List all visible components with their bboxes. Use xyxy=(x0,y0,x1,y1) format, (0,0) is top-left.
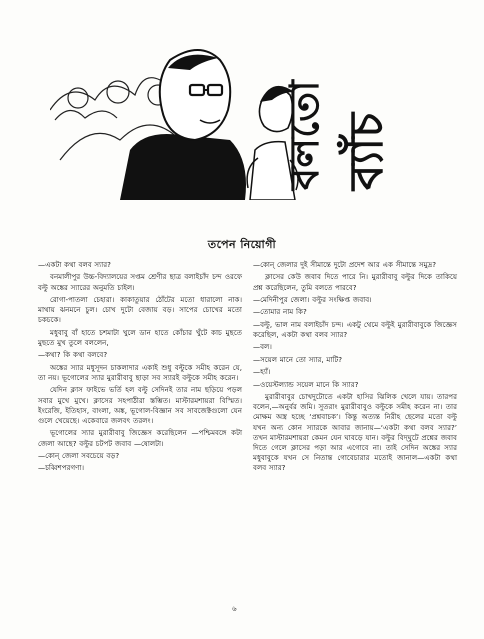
paragraph: —তোমার নাম কি? xyxy=(253,307,307,317)
paragraph: —মেদিনীপুর জেলা। বল্টুর সংক্ষিপ্ত জবাব। xyxy=(253,294,372,304)
paragraph: —একটা কথা বলব স্যার? xyxy=(38,260,111,269)
author-byline: তপেন নিয়োগী xyxy=(207,238,277,251)
paragraph: রোগা-পাতলা চেহারা। কাকাতুয়ার ঠোঁটের মতো ধারালো নাক। মাথায় ঝনমনে চুল। চোখ দুটো বেজায় বড়। সাপের চোখের মতো চকচকে। xyxy=(38,294,242,325)
page-number: ৬ xyxy=(232,605,237,613)
paragraph: মুরারীবাবুর চোখদুটোতে একটা হাসির ঝিলিক খেলে যায়। তারপর বলেন,—অনুর্বর জমি। সুতরাং মুরারীবাবুও বল্টুকে সমীহ করেন না। তার মোক্ষম অস্ত্র হচ্ছে ‘প্রশ্নবাচক’। কিন্তু অত্যন্ত নিরীহ ছেলের মতো বল্টু যখন অন্য কোন স্যারকে আবার জানায়—‘একটা কথা বলব স্যার?’ তখন মাস্টারমশায়রা কেমন যেন ঘাবড়ে যান। বল্টুর বিদ্‌ঘুটে প্রশ্নের জবাব দিতে গেলে ক্লাসের পড়া আর এগোবে না। তাই সেদিন অঙ্কের স্যার মধুবাবুকে যখন সে নিতান্ত গোবেচারার মতোই জানাল—একটা কথা বলব স্যার? xyxy=(253,391,457,473)
paragraph: অঙ্কের স্যার মধুসূদন চাকলাদার একাই শুধু বল্টুকে সমীহ করেন যে, তা নয়। ভূগোলের স্যার মুরারীবাবু ছাড়া সব স্যারই বল্টুকে সমীহ করেন। xyxy=(38,362,242,382)
paragraph: —চব্বিশপরগণা। xyxy=(38,463,85,473)
paragraph: —কোন্ জেলার দুই সীমান্তে দুটো প্রদেশ আর এক সীমান্তে সমুদ্র? xyxy=(253,260,437,269)
paragraph: —কথা? কি কথা বলবে? xyxy=(38,350,108,360)
paragraph: যেদিন ক্লাস ফাইভে ভর্তি হল বল্টু সেদিনই তার নাম ছড়িয়ে পড়ল সবার মুখে মুখে। ক্লাসের সহপাঠীরা স্তম্ভিত। মাস্টারমশায়রা বিস্মিত। ইংরেজি, ইতিহাস, বাংলা, অঙ্ক, ভূগোল-বিজ্ঞান সব সাবজেক্টগুলো যেন গুলে খেয়েছে। একেবারে জলবৎ তরলং। xyxy=(38,385,242,425)
title-word-2: ব্যাঁচ xyxy=(339,112,393,190)
paragraph: —হ্যাঁ। xyxy=(253,367,271,377)
story-header-illustration xyxy=(50,40,460,200)
text-column-left xyxy=(38,260,242,476)
paragraph: ভূগোলের স্যার মুরারীবাবু জিজ্ঞেস করেছিলেন —পশ্চিমবঙ্গে কটা জেলা আছে? বল্টুর চটপট জবাব —ষোলটা। xyxy=(38,428,242,448)
paragraph: —সয়েল মানে তো স্যার, মাটি? xyxy=(253,354,343,364)
paragraph: —ওয়েস্টল্যান্ড সয়েল মানে কি স্যার? xyxy=(253,379,359,389)
paragraph: —কোন্ জেলা সবচেয়ে বড়? xyxy=(38,450,120,460)
paragraph: —বল। xyxy=(253,342,272,352)
paragraph: ক্লাসের কেউ জবাব দিতে পারে নি। মুরারীবাবু বল্টুর দিকে তাকিয়ে প্রশ্ন করেছিলেন, তুমি বলতে পারবে? xyxy=(253,272,457,292)
title-lettering xyxy=(282,79,393,192)
title-word-1: বলতো xyxy=(282,80,328,190)
teacher-figure xyxy=(120,50,246,200)
paragraph: মধুবাবু বাঁ হাতে চশমাটা খুলে ডান হাতে কোঁচার খুঁটে কাচ মুছতে মুছতে মুখ তুলে বললেন, xyxy=(38,327,242,347)
paragraph: বনমালীপুর উচ্চ-বিদ্যালয়ের সপ্তম শ্রেণীর ছাত্র বলাইচাঁদ চন্দ ওরফে বল্টু অঙ্কের স্যারের অনুমতি চাইল। xyxy=(38,272,242,292)
paragraph: —বল্টু, ভাল নাম বলাইচাঁদ চন্দ। একটু থেমে বল্টুই মুরারীবাবুকে জিজ্ঞেস করেছিল, একটা কথা বলব স্যার? xyxy=(253,319,457,339)
text-column-right xyxy=(253,260,457,476)
